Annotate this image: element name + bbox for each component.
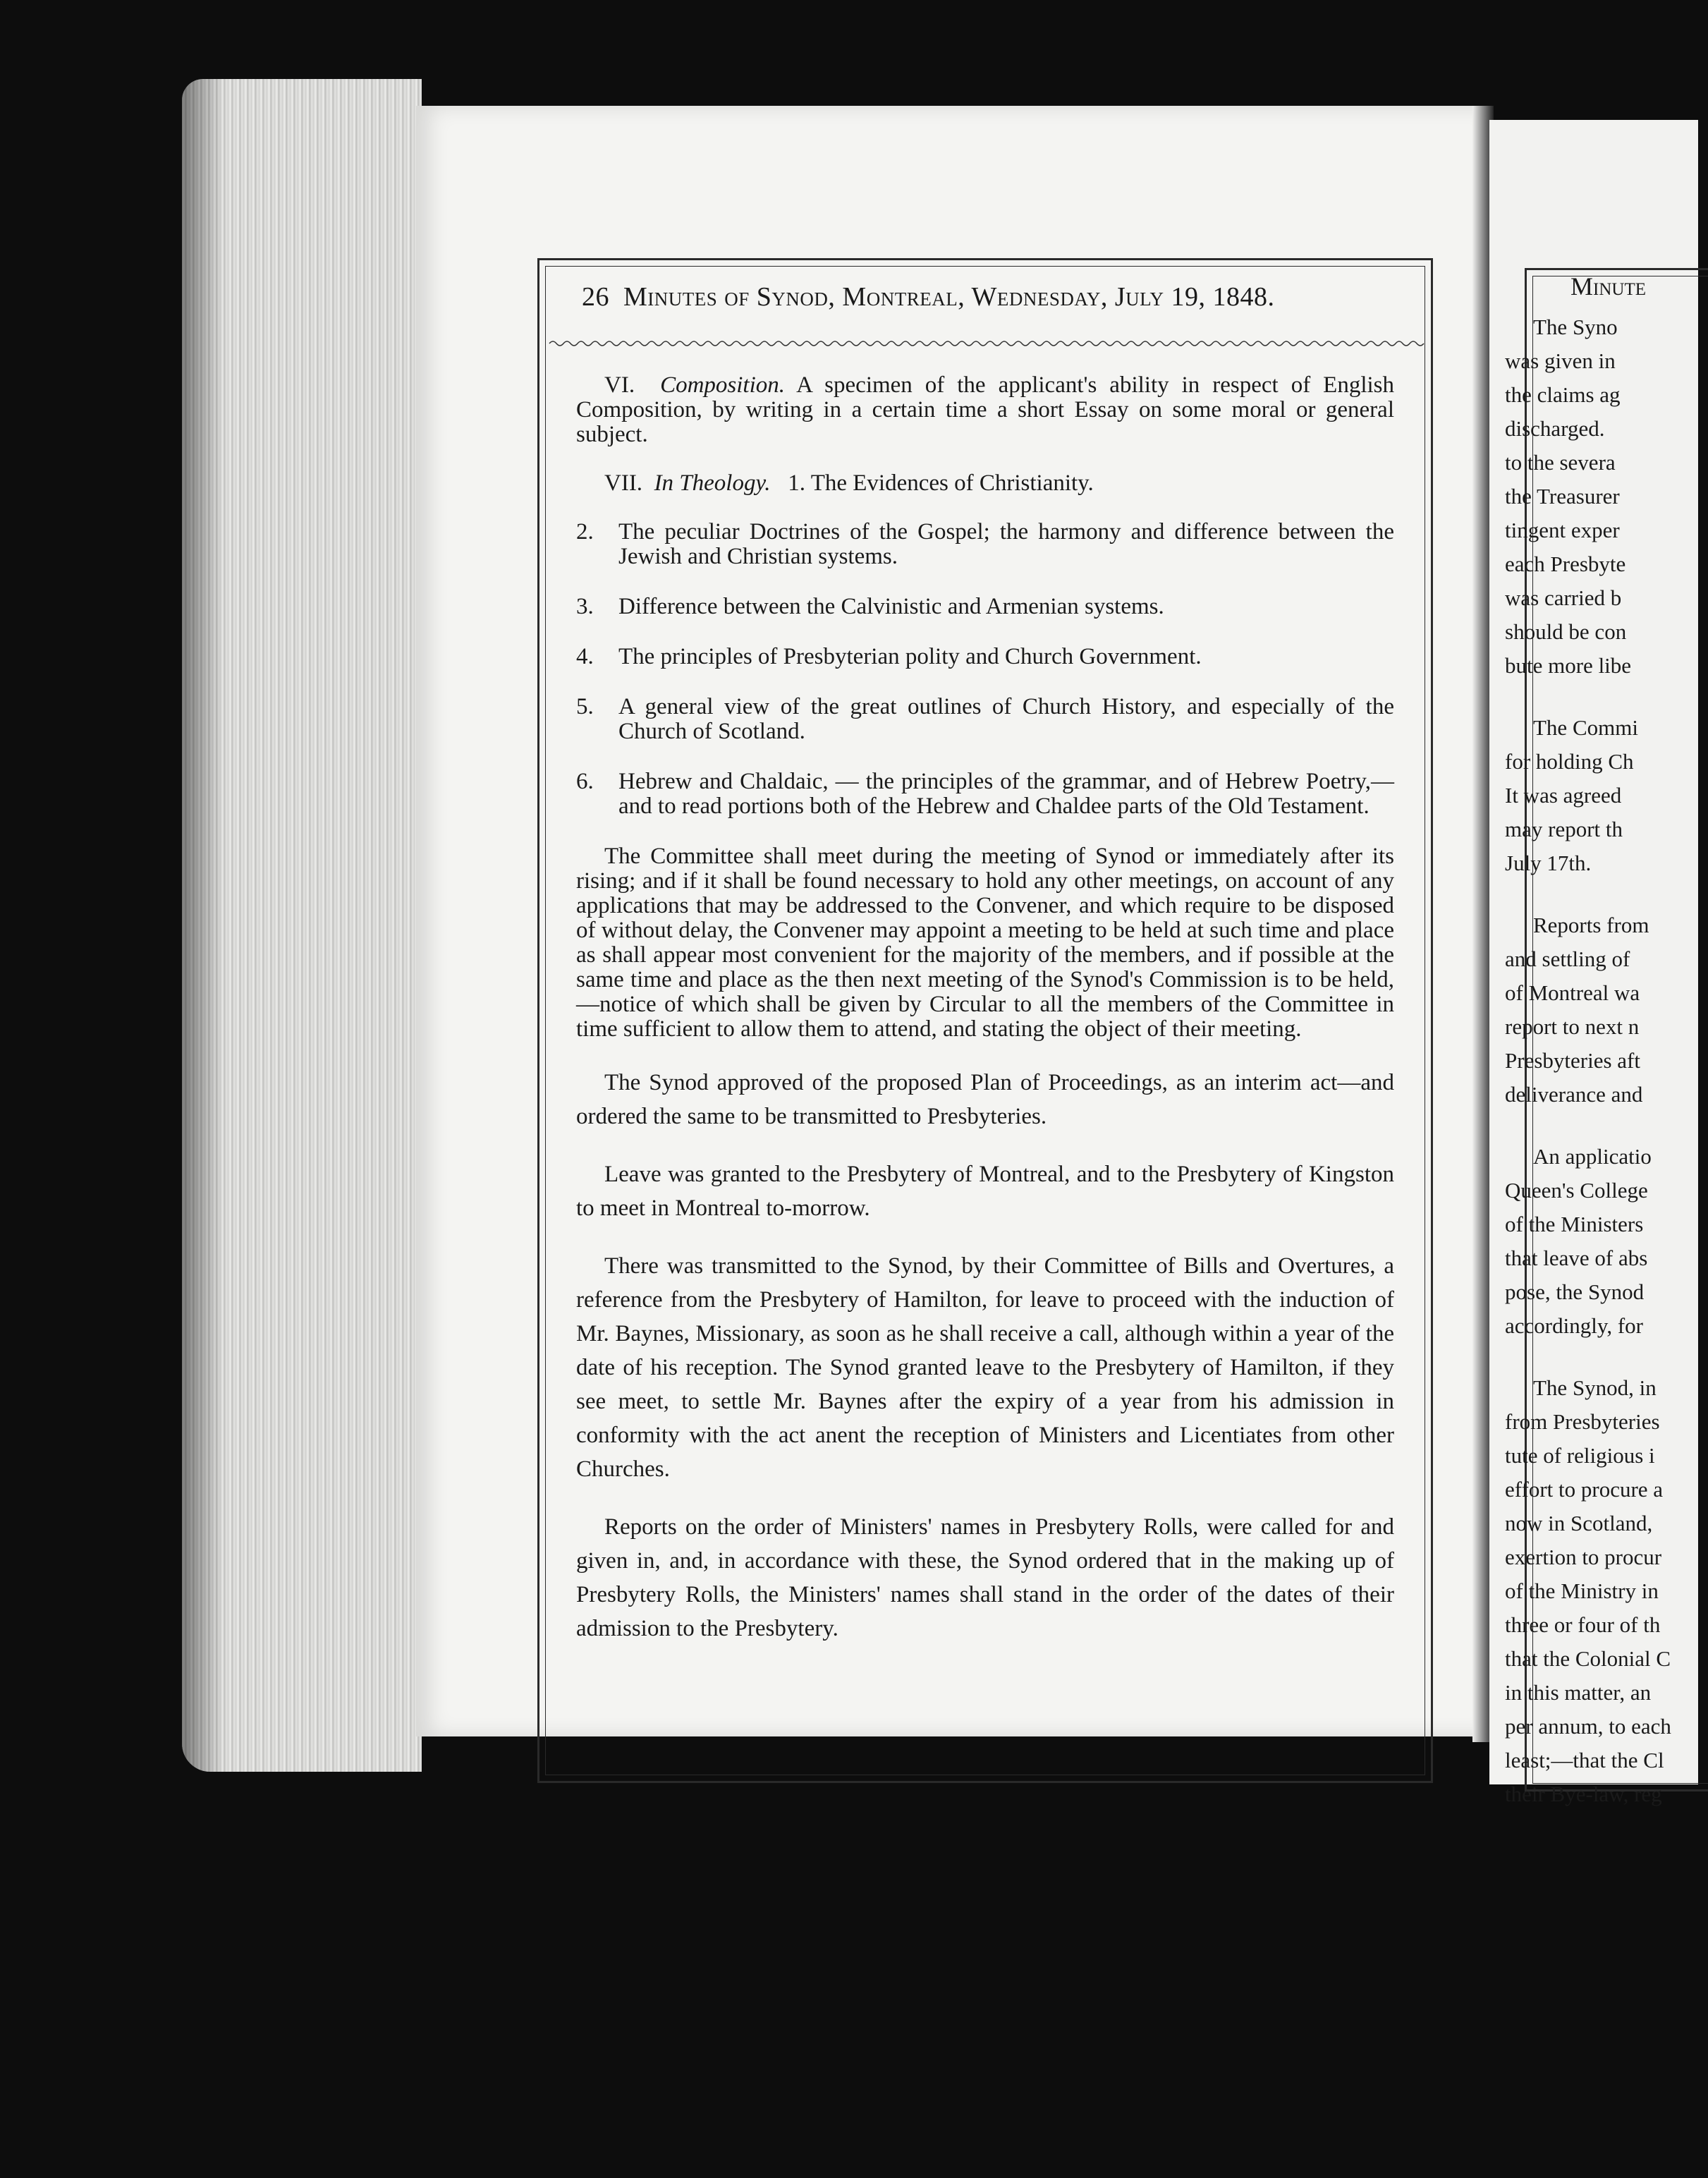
right-page-line: Queen's College <box>1505 1178 1648 1203</box>
leave-granted-paragraph: Leave was granted to the Presbytery of Montreal, and to the Presbytery of Kingston to meet in Montreal to-morrow. <box>576 1162 1394 1221</box>
paragraph-gap <box>1505 1343 1688 1371</box>
right-page-line: should be con <box>1505 619 1627 644</box>
running-title: Minutes of Synod, Montreal, Wednesday, July 19, 1848. <box>623 282 1275 312</box>
section-heading: In Theology. <box>654 470 771 496</box>
right-page-line: It was agreed <box>1505 783 1622 808</box>
section-text: A specimen of the applicant's ability in respect of English Composition, by writing in a certain time a short Essay on some moral or general subject. <box>576 372 1395 447</box>
right-page-line: may report th <box>1505 817 1623 841</box>
plan-approval-paragraph: The Synod approved of the proposed Plan of Proceedings, as an interim act—and ordered the same to be transmitted to Presbyteries. <box>576 1070 1394 1129</box>
section-label: VI. <box>604 372 635 398</box>
paragraph-gap <box>1505 880 1688 908</box>
right-page-line: each Presbyte <box>1505 552 1626 576</box>
wavy-rule <box>549 339 1424 348</box>
right-page-line: that leave of abs <box>1505 1246 1648 1270</box>
right-page-line: effort to procure a <box>1505 1477 1664 1502</box>
theology-item: 2. The peculiar Doctrines of the Gospel; the harmony and difference between the Jewish and Christian systems. <box>576 519 1394 569</box>
right-page-line: bute more libe <box>1505 653 1632 678</box>
page-number: 26 <box>582 282 609 312</box>
right-page-line: pose, the Synod <box>1505 1279 1645 1304</box>
page-body <box>576 373 1394 1669</box>
theology-item: 4. The principles of Presbyterian polity and Church Government. <box>576 644 1202 669</box>
section-composition <box>576 373 1394 447</box>
page-header <box>582 281 1393 312</box>
theology-item: 6. Hebrew and Chaldaic, — the principles of the grammar, and of Hebrew Poetry,—and to read portions both of the Hebrew and Chaldee parts of the Old Testament. <box>576 769 1394 819</box>
right-page-line: the claims ag <box>1505 382 1621 407</box>
right-page-line: deliverance and <box>1505 1082 1643 1107</box>
section-heading: Composition. <box>660 372 786 398</box>
right-page-line: for holding Ch <box>1505 749 1634 774</box>
section-label: VII. <box>604 470 643 496</box>
right-page-body <box>1505 310 1688 1811</box>
right-page-line: the Treasurer <box>1505 484 1620 509</box>
right-page-line: The Syno <box>1533 315 1618 339</box>
right-page-line: tingent exper <box>1505 518 1620 542</box>
right-page-line: July 17th. <box>1505 851 1592 875</box>
right-page-line: three or four of th <box>1505 1612 1661 1637</box>
right-page-line: was given in <box>1505 348 1616 373</box>
right-page-line: of the Ministry in <box>1505 1578 1659 1603</box>
right-page-line: their Bye-law, reg <box>1505 1782 1662 1806</box>
paragraph-gap <box>1505 1112 1688 1140</box>
right-page-line: Reports from <box>1533 913 1649 937</box>
right-page <box>1489 120 1698 1806</box>
right-page-line: report to next n <box>1505 1014 1640 1039</box>
page-edge-shadow <box>182 79 224 1772</box>
presbytery-rolls-paragraph: Reports on the order of Ministers' names in Presbytery Rolls, were called for and given in, and, in accordance with these, the Synod ordered that in the making up of Presbytery Rolls, the Ministers' names shall stand in the order of the dates of their admission to the Presbytery. <box>576 1514 1394 1641</box>
section-theology <box>576 471 1394 496</box>
paragraph-gap <box>1505 683 1688 711</box>
baynes-reference-paragraph: There was transmitted to the Synod, by their Committee of Bills and Overtures, a reference from the Presbytery of Hamilton, for leave to proceed with the induction of Mr. Baynes, Missionary, as soon as he shall receive a call, although within a year of the date of his reception. The Synod granted leave to the Presbytery of Hamilton, if they see meet, to settle Mr. Baynes after the expiry of a year from his admission in conformity with the act anent the reception of Ministers and Licentiates from other Churches. <box>576 1253 1394 1482</box>
right-page-line: An applicatio <box>1533 1144 1652 1169</box>
right-page-line: The Commi <box>1533 715 1638 740</box>
right-page-line: per annum, to each <box>1505 1714 1671 1739</box>
right-page-line: was carried b <box>1505 585 1622 610</box>
right-page-line: of the Ministers <box>1505 1212 1644 1236</box>
theology-item: 3. Difference between the Calvinistic and Armenian systems. <box>576 594 1164 619</box>
right-page-line: least;—that the Cl <box>1505 1748 1664 1772</box>
right-page-line: The Synod, in <box>1533 1375 1657 1400</box>
left-page-frame <box>537 258 1433 1783</box>
right-page-line: of Montreal wa <box>1505 980 1640 1005</box>
committee-paragraph: The Committee shall meet during the meeting of Synod or immediately after its rising; and if it shall be found necessary to hold any other meetings, on account of any applications that may be addressed to the Convener, and which require to be disposed of without delay, the Convener may appoint a meeting to be held at such time and place as shall appear most convenient for the majority of the members, and if possible at the same time and place as the then next meeting of the Synod's Commission is to be held,—notice of which shall be given by Circular to all the members of the Committee in time sufficient to allow them to attend, and stating the object of their meeting. <box>576 844 1394 1042</box>
right-page-line: in this matter, an <box>1505 1680 1652 1705</box>
right-page-line: exertion to procur <box>1505 1545 1662 1569</box>
right-page-line: tute of religious i <box>1505 1443 1655 1468</box>
right-page-line: discharged. <box>1505 416 1605 441</box>
right-page-line: now in Scotland, <box>1505 1511 1653 1535</box>
theology-item-1: 1. The Evidences of Christianity. <box>788 470 1094 496</box>
right-page-line: from Presbyteries <box>1505 1409 1660 1434</box>
right-page-line: that the Colonial C <box>1505 1646 1671 1671</box>
theology-item: 5. A general view of the great outlines of Church History, and especially of the Church of Scotland. <box>576 694 1394 744</box>
right-page-line: Presbyteries aft <box>1505 1048 1640 1073</box>
right-page-line: to the severa <box>1505 450 1616 475</box>
right-page-line: accordingly, for <box>1505 1313 1643 1338</box>
right-page-header: Minute <box>1570 272 1646 300</box>
right-page-line: and settling of <box>1505 947 1630 971</box>
